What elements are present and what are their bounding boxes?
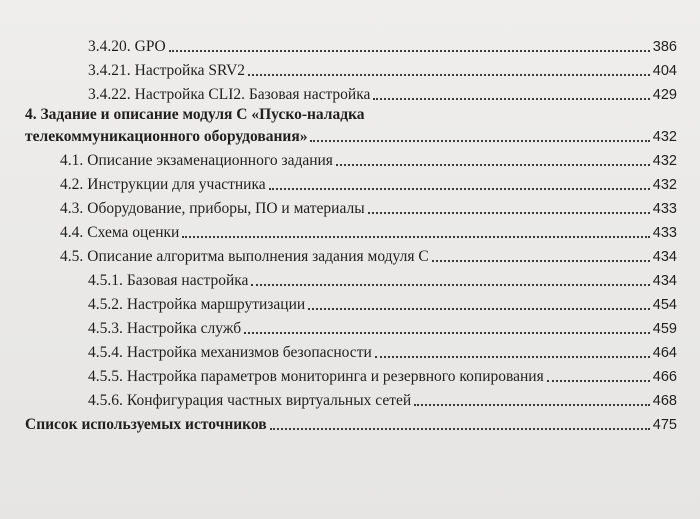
dot-leader [432, 260, 650, 262]
toc-entry-3-4-22[interactable] [88, 82, 677, 104]
toc-entry-number: 4.5.1. [88, 272, 123, 289]
dot-leader [270, 428, 650, 430]
toc-entry-4-5-3[interactable] [88, 316, 677, 338]
toc-entry-number: 4.5.3. [88, 320, 123, 337]
toc-entry-page: 404 [652, 63, 677, 79]
toc-entry-title: GPO [134, 38, 166, 55]
toc-entry-title: Описание экзаменационного задания [87, 152, 333, 169]
toc-entry-page: 432 [652, 129, 677, 145]
toc-entry-references[interactable] [25, 412, 677, 434]
toc-entry-3-4-21[interactable] [88, 58, 677, 80]
toc-entry-title: Настройка маршрутизации [126, 296, 306, 313]
dot-leader [308, 308, 650, 310]
toc-entry-title: Настройка SRV2 [134, 62, 246, 79]
toc-entry-4-3[interactable] [60, 196, 677, 218]
toc-entry-number: 4.5.6. [88, 392, 123, 409]
toc-entry-number: 4.5.5. [88, 368, 123, 385]
toc-entry-title: Настройка CLI2. Базовая настройка [134, 86, 371, 103]
dot-leader [244, 332, 650, 334]
toc-entry-title: Оборудование, приборы, ПО и материалы [87, 200, 365, 217]
toc-entry-title: Описание алгоритма выполнения задания модуля С [87, 248, 429, 265]
toc-entry-page: 459 [652, 321, 677, 337]
dot-leader [373, 98, 649, 100]
toc-entry-4-5-4[interactable] [88, 340, 677, 362]
toc-entry-title: телекоммуникационного оборудования» [25, 128, 308, 145]
toc-entry-title: Инструкции для участника [87, 176, 266, 193]
toc-entry-page: 432 [652, 177, 677, 193]
toc-entry-4[interactable] [25, 124, 677, 146]
toc-entry-4-5-2[interactable] [88, 292, 677, 314]
dot-leader [414, 404, 650, 406]
dot-leader [182, 236, 649, 238]
toc-entry-page: 466 [652, 369, 677, 385]
toc-entry-title: Настройка механизмов безопасности [126, 344, 372, 361]
toc-entry-4-1[interactable] [60, 148, 677, 170]
toc-entry-3-4-20[interactable] [88, 34, 677, 56]
toc-entry-number: 3.4.22. [88, 86, 131, 103]
toc-entry-number: 3.4.21. [88, 62, 131, 79]
toc-entry-4-2[interactable] [60, 172, 677, 194]
dot-leader [547, 380, 650, 382]
toc-entry-number: 4.5. [60, 248, 84, 265]
toc-entry-title: Настройка параметров мониторинга и резервного копирования [126, 368, 544, 385]
toc-entry-4-title-line1[interactable]: 4. Задание и описание модуля С «Пуско-наладка [25, 106, 365, 123]
toc-entry-4-5-5[interactable] [88, 364, 677, 386]
toc-entry-title: Список используемых источников [25, 416, 267, 433]
dot-leader [169, 50, 650, 52]
toc-entry-number: 3.4.20. [88, 38, 131, 55]
toc-entry-number: 4.5.2. [88, 296, 123, 313]
toc-entry-page: 429 [652, 87, 677, 103]
toc-entry-number: 4.3. [60, 200, 84, 217]
dot-leader [310, 140, 649, 142]
toc-entry-title: Настройка служб [126, 320, 242, 337]
dot-leader [251, 284, 649, 286]
toc-entry-4-5-1[interactable] [88, 268, 677, 290]
dot-leader [248, 74, 650, 76]
toc-entry-page: 386 [652, 39, 677, 55]
toc-entry-number: 4.5.4. [88, 344, 123, 361]
toc-entry-title: Базовая настройка [126, 272, 249, 289]
toc-entry-4-5-6[interactable] [88, 388, 677, 410]
dot-leader [336, 164, 650, 166]
toc-entry-number: 4.2. [60, 176, 84, 193]
toc-entry-title: Конфигурация частных виртуальных сетей [126, 392, 412, 409]
toc-entry-number: 4.1. [60, 152, 84, 169]
toc-entry-page: 454 [652, 297, 677, 313]
toc-entry-page: 434 [652, 249, 677, 265]
dot-leader [375, 356, 650, 358]
toc-entry-page: 434 [652, 273, 677, 289]
dot-leader [269, 188, 650, 190]
toc-entry-page: 468 [652, 393, 677, 409]
dot-leader [368, 212, 650, 214]
toc-entry-title: Схема оценки [87, 224, 180, 241]
toc-entry-page: 432 [652, 153, 677, 169]
toc-entry-page: 464 [652, 345, 677, 361]
toc-entry-number: 4.4. [60, 224, 84, 241]
toc-entry-4-4[interactable] [60, 220, 677, 242]
toc-entry-4-5[interactable] [60, 244, 677, 266]
toc-entry-page: 433 [652, 201, 677, 217]
toc-entry-page: 433 [652, 225, 677, 241]
toc-entry-page: 475 [652, 417, 677, 433]
